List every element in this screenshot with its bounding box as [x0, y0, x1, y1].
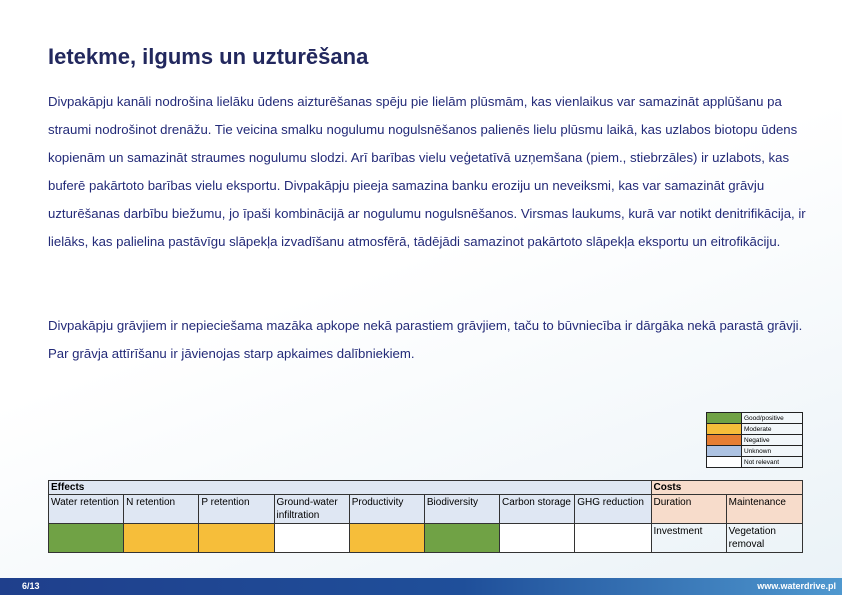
effect-rating-cell	[199, 524, 274, 553]
column-header: Duration	[651, 495, 726, 524]
cost-value-cell: Investment	[651, 524, 726, 553]
legend-table	[706, 412, 803, 468]
legend-row	[707, 413, 803, 424]
page-number: 6/13	[22, 581, 40, 591]
legend-label: Not relevant	[742, 457, 803, 468]
legend-swatch	[707, 435, 742, 446]
effect-rating-cell	[49, 524, 124, 553]
effect-rating-cell	[500, 524, 575, 553]
effect-rating-cell	[424, 524, 499, 553]
body-paragraph-1: Divpakāpju kanāli nodrošina lielāku ūdens aizturēšanas spēju pie lielām plūsmām, kas vienlaikus var samazināt applūšanu pa straumi nodrošinot drenāžu. Tie veicina smalku nogulumu nogulsnēšanos palienēs lielu plūsmu laikā, kas uzlabos biotopu ūdens kopienām un samazināt straumes nogulumu slodzi. Arī barības vielu veģetatīvā uzņemšana (piem., stiebrzāles) ir uzlabots, kas buferē pakārtoto barības vielu eksportu. Divpakāpju pieeja samazina banku eroziju un neveiksmi, kas var samazināt grāvju uzturēšanas darbību biežumu, jo īpaši kombinācijā ar nogulumu nogulsnēšanos. Virsmas laukums, kurā var notikt denitrifikācija, ir lielāks, kas palielina pastāvīgu slāpekļa izvadīšanu atmosfērā, tādējādi samazinot pakārtoto slāpekļa eksportu un eitrofikāciju.	[48, 94, 806, 249]
legend-swatch	[707, 413, 742, 424]
legend-label: Moderate	[742, 424, 803, 435]
group-header-row	[49, 481, 803, 495]
column-header: Ground-water infiltration	[274, 495, 349, 524]
column-header: Water retention	[49, 495, 124, 524]
column-header: N retention	[124, 495, 199, 524]
column-header: Productivity	[349, 495, 424, 524]
costs-group-header: Costs	[651, 481, 803, 495]
footer-bar	[0, 578, 842, 595]
legend-swatch	[707, 457, 742, 468]
effects-group-header: Effects	[49, 481, 652, 495]
value-row	[49, 524, 803, 553]
body-paragraph-2: Divpakāpju grāvjiem ir nepieciešama mazāka apkope nekā parastiem grāvjiem, taču to būvniecība ir dārgāka nekā parastā grāvji. Par grāvja attīrīšanu ir jāvienojas starp apkaimes dalībniekiem.	[48, 318, 803, 361]
effect-rating-cell	[124, 524, 199, 553]
page-title: Ietekme, ilgums un uzturēšana	[48, 44, 369, 69]
effect-rating-cell	[274, 524, 349, 553]
legend-label: Good/positive	[742, 413, 803, 424]
legend-row	[707, 435, 803, 446]
legend-row	[707, 457, 803, 468]
legend-swatch	[707, 424, 742, 435]
column-header-row	[49, 495, 803, 524]
legend-row	[707, 424, 803, 435]
legend-row	[707, 446, 803, 457]
column-header: GHG reduction	[575, 495, 651, 524]
effect-rating-cell	[575, 524, 651, 553]
column-header: P retention	[199, 495, 274, 524]
legend-label: Negative	[742, 435, 803, 446]
effects-costs-table	[48, 480, 803, 553]
column-header: Maintenance	[726, 495, 802, 524]
cost-value-cell: Vegetation removal	[726, 524, 802, 553]
effect-rating-cell	[349, 524, 424, 553]
legend-swatch	[707, 446, 742, 457]
column-header: Carbon storage	[500, 495, 575, 524]
column-header: Biodiversity	[424, 495, 499, 524]
legend-label: Unknown	[742, 446, 803, 457]
website-link[interactable]: www.waterdrive.pl	[757, 581, 836, 591]
